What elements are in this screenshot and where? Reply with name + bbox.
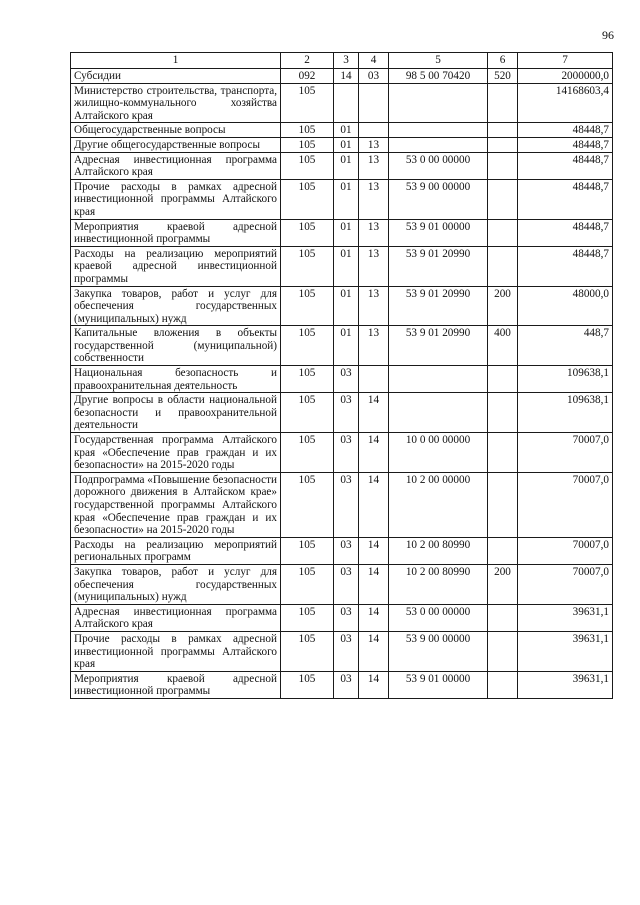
row-amount: 39631,1 — [518, 631, 613, 671]
row-target-article: 53 9 01 00000 — [389, 219, 488, 246]
row-expense-type — [488, 472, 518, 537]
row-expense-type — [488, 366, 518, 393]
row-expense-type — [488, 671, 518, 698]
row-name: Адресная инвестиционная программа Алтайского края — [71, 152, 281, 179]
table-row — [71, 123, 613, 138]
table-row — [71, 69, 613, 84]
row-name: Государственная программа Алтайского края «Обеспечение прав граждан и их безопасности» на 2015-2020 годы — [71, 433, 281, 473]
table-row — [71, 246, 613, 286]
row-target-article: 53 9 00 00000 — [389, 631, 488, 671]
table-row — [71, 433, 613, 473]
row-section: 01 — [334, 286, 359, 326]
row-name: Адресная инвестиционная программа Алтайского края — [71, 604, 281, 631]
row-section — [334, 83, 359, 123]
row-ministry-code: 105 — [281, 219, 334, 246]
row-subsection: 13 — [359, 326, 389, 366]
row-amount: 109638,1 — [518, 366, 613, 393]
row-expense-type — [488, 137, 518, 152]
table-row — [71, 286, 613, 326]
row-target-article: 53 9 01 20990 — [389, 286, 488, 326]
row-subsection: 13 — [359, 179, 389, 219]
row-ministry-code: 105 — [281, 604, 334, 631]
row-target-article: 53 9 01 00000 — [389, 671, 488, 698]
row-subsection: 13 — [359, 152, 389, 179]
row-name: Расходы на реализацию мероприятий краевой адресной инвестиционной программы — [71, 246, 281, 286]
row-section: 03 — [334, 537, 359, 564]
row-name: Прочие расходы в рамках адресной инвестиционной программы Алтайского края — [71, 631, 281, 671]
row-target-article: 53 0 00 00000 — [389, 152, 488, 179]
row-ministry-code: 105 — [281, 472, 334, 537]
row-expense-type — [488, 152, 518, 179]
row-target-article — [389, 366, 488, 393]
row-ministry-code: 105 — [281, 671, 334, 698]
table-row — [71, 537, 613, 564]
row-section: 01 — [334, 246, 359, 286]
header-col-7: 7 — [518, 53, 613, 69]
header-col-2: 2 — [281, 53, 334, 69]
table-row — [71, 631, 613, 671]
row-ministry-code: 105 — [281, 537, 334, 564]
row-ministry-code: 105 — [281, 83, 334, 123]
row-subsection: 14 — [359, 537, 389, 564]
row-amount: 48448,7 — [518, 137, 613, 152]
row-name: Расходы на реализацию мероприятий региональных программ — [71, 537, 281, 564]
row-name: Капитальные вложения в объекты государственной (муниципальной) собственности — [71, 326, 281, 366]
row-name: Закупка товаров, работ и услуг для обеспечения государственных (муниципальных) нужд — [71, 286, 281, 326]
row-amount: 48448,7 — [518, 246, 613, 286]
row-expense-type: 200 — [488, 286, 518, 326]
row-section: 01 — [334, 123, 359, 138]
row-amount: 448,7 — [518, 326, 613, 366]
row-name: Закупка товаров, работ и услуг для обеспечения государственных (муниципальных) нужд — [71, 564, 281, 604]
row-amount: 14168603,4 — [518, 83, 613, 123]
table-row — [71, 152, 613, 179]
budget-table — [70, 52, 613, 699]
row-target-article — [389, 83, 488, 123]
row-amount: 39631,1 — [518, 671, 613, 698]
table-row — [71, 564, 613, 604]
row-section: 03 — [334, 564, 359, 604]
row-expense-type — [488, 631, 518, 671]
row-subsection: 13 — [359, 219, 389, 246]
row-subsection: 13 — [359, 286, 389, 326]
table-row — [71, 604, 613, 631]
table-row — [71, 179, 613, 219]
row-target-article: 53 0 00 00000 — [389, 604, 488, 631]
row-subsection — [359, 366, 389, 393]
row-expense-type — [488, 433, 518, 473]
row-subsection — [359, 83, 389, 123]
row-section: 01 — [334, 326, 359, 366]
table-row — [71, 83, 613, 123]
row-section: 03 — [334, 472, 359, 537]
row-amount: 70007,0 — [518, 433, 613, 473]
header-col-6: 6 — [488, 53, 518, 69]
row-section: 01 — [334, 219, 359, 246]
row-name: Мероприятия краевой адресной инвестиционной программы — [71, 671, 281, 698]
row-target-article: 53 9 00 00000 — [389, 179, 488, 219]
row-ministry-code: 105 — [281, 326, 334, 366]
row-target-article: 53 9 01 20990 — [389, 326, 488, 366]
row-subsection: 14 — [359, 433, 389, 473]
row-amount: 70007,0 — [518, 564, 613, 604]
row-target-article: 10 0 00 00000 — [389, 433, 488, 473]
row-amount: 2000000,0 — [518, 69, 613, 84]
table-row — [71, 137, 613, 152]
table-row — [71, 326, 613, 366]
row-expense-type — [488, 83, 518, 123]
table-row — [71, 671, 613, 698]
row-name: Министерство строительства, транспорта, жилищно-коммунального хозяйства Алтайского края — [71, 83, 281, 123]
row-amount: 39631,1 — [518, 604, 613, 631]
row-section: 03 — [334, 433, 359, 473]
row-name: Другие вопросы в области национальной безопасности и правоохранительной деятельности — [71, 393, 281, 433]
row-amount: 70007,0 — [518, 537, 613, 564]
row-expense-type: 200 — [488, 564, 518, 604]
row-expense-type — [488, 123, 518, 138]
row-amount: 48448,7 — [518, 152, 613, 179]
row-name: Подпрограмма «Повышение безопасности дорожного движения в Алтайском крае» государственной программы Алтайского края «Обеспечение прав граждан и их безопасности» на 2015-2020 годы — [71, 472, 281, 537]
row-amount: 48448,7 — [518, 123, 613, 138]
row-expense-type — [488, 246, 518, 286]
row-expense-type: 520 — [488, 69, 518, 84]
row-subsection: 14 — [359, 671, 389, 698]
row-subsection: 03 — [359, 69, 389, 84]
table-row — [71, 472, 613, 537]
row-ministry-code: 105 — [281, 393, 334, 433]
row-amount: 70007,0 — [518, 472, 613, 537]
row-amount: 48000,0 — [518, 286, 613, 326]
row-amount: 48448,7 — [518, 219, 613, 246]
row-ministry-code: 105 — [281, 152, 334, 179]
row-amount: 48448,7 — [518, 179, 613, 219]
row-ministry-code: 105 — [281, 123, 334, 138]
row-subsection: 13 — [359, 137, 389, 152]
row-subsection: 14 — [359, 564, 389, 604]
row-expense-type — [488, 179, 518, 219]
row-section: 01 — [334, 152, 359, 179]
row-name: Субсидии — [71, 69, 281, 84]
row-target-article — [389, 137, 488, 152]
row-section: 03 — [334, 671, 359, 698]
row-section: 03 — [334, 604, 359, 631]
header-col-1: 1 — [71, 53, 281, 69]
row-name: Прочие расходы в рамках адресной инвестиционной программы Алтайского края — [71, 179, 281, 219]
header-col-4: 4 — [359, 53, 389, 69]
row-expense-type — [488, 219, 518, 246]
row-ministry-code: 105 — [281, 137, 334, 152]
row-section: 14 — [334, 69, 359, 84]
row-ministry-code: 105 — [281, 631, 334, 671]
row-name: Национальная безопасность и правоохранительная деятельность — [71, 366, 281, 393]
row-amount: 109638,1 — [518, 393, 613, 433]
row-ministry-code: 105 — [281, 366, 334, 393]
row-subsection: 14 — [359, 631, 389, 671]
row-expense-type: 400 — [488, 326, 518, 366]
row-subsection — [359, 123, 389, 138]
row-target-article: 98 5 00 70420 — [389, 69, 488, 84]
header-col-5: 5 — [389, 53, 488, 69]
row-name: Общегосударственные вопросы — [71, 123, 281, 138]
row-section: 03 — [334, 631, 359, 671]
row-section: 03 — [334, 393, 359, 433]
row-target-article — [389, 393, 488, 433]
row-expense-type — [488, 393, 518, 433]
table-row — [71, 219, 613, 246]
header-row — [71, 53, 613, 69]
row-ministry-code: 105 — [281, 433, 334, 473]
row-section: 01 — [334, 179, 359, 219]
header-col-3: 3 — [334, 53, 359, 69]
row-target-article — [389, 123, 488, 138]
row-target-article: 53 9 01 20990 — [389, 246, 488, 286]
row-target-article: 10 2 00 80990 — [389, 564, 488, 604]
row-subsection: 13 — [359, 246, 389, 286]
row-section: 03 — [334, 366, 359, 393]
row-subsection: 14 — [359, 472, 389, 537]
table-body — [71, 69, 613, 699]
row-expense-type — [488, 537, 518, 564]
row-ministry-code: 105 — [281, 179, 334, 219]
row-ministry-code: 105 — [281, 286, 334, 326]
row-ministry-code: 105 — [281, 246, 334, 286]
table-row — [71, 393, 613, 433]
row-target-article: 10 2 00 00000 — [389, 472, 488, 537]
row-name: Мероприятия краевой адресной инвестиционной программы — [71, 219, 281, 246]
row-subsection: 14 — [359, 604, 389, 631]
row-subsection: 14 — [359, 393, 389, 433]
page-number: 96 — [602, 28, 614, 42]
row-name: Другие общегосударственные вопросы — [71, 137, 281, 152]
table-row — [71, 366, 613, 393]
row-target-article: 10 2 00 80990 — [389, 537, 488, 564]
table-header — [71, 53, 613, 69]
row-expense-type — [488, 604, 518, 631]
row-ministry-code: 092 — [281, 69, 334, 84]
row-ministry-code: 105 — [281, 564, 334, 604]
row-section: 01 — [334, 137, 359, 152]
